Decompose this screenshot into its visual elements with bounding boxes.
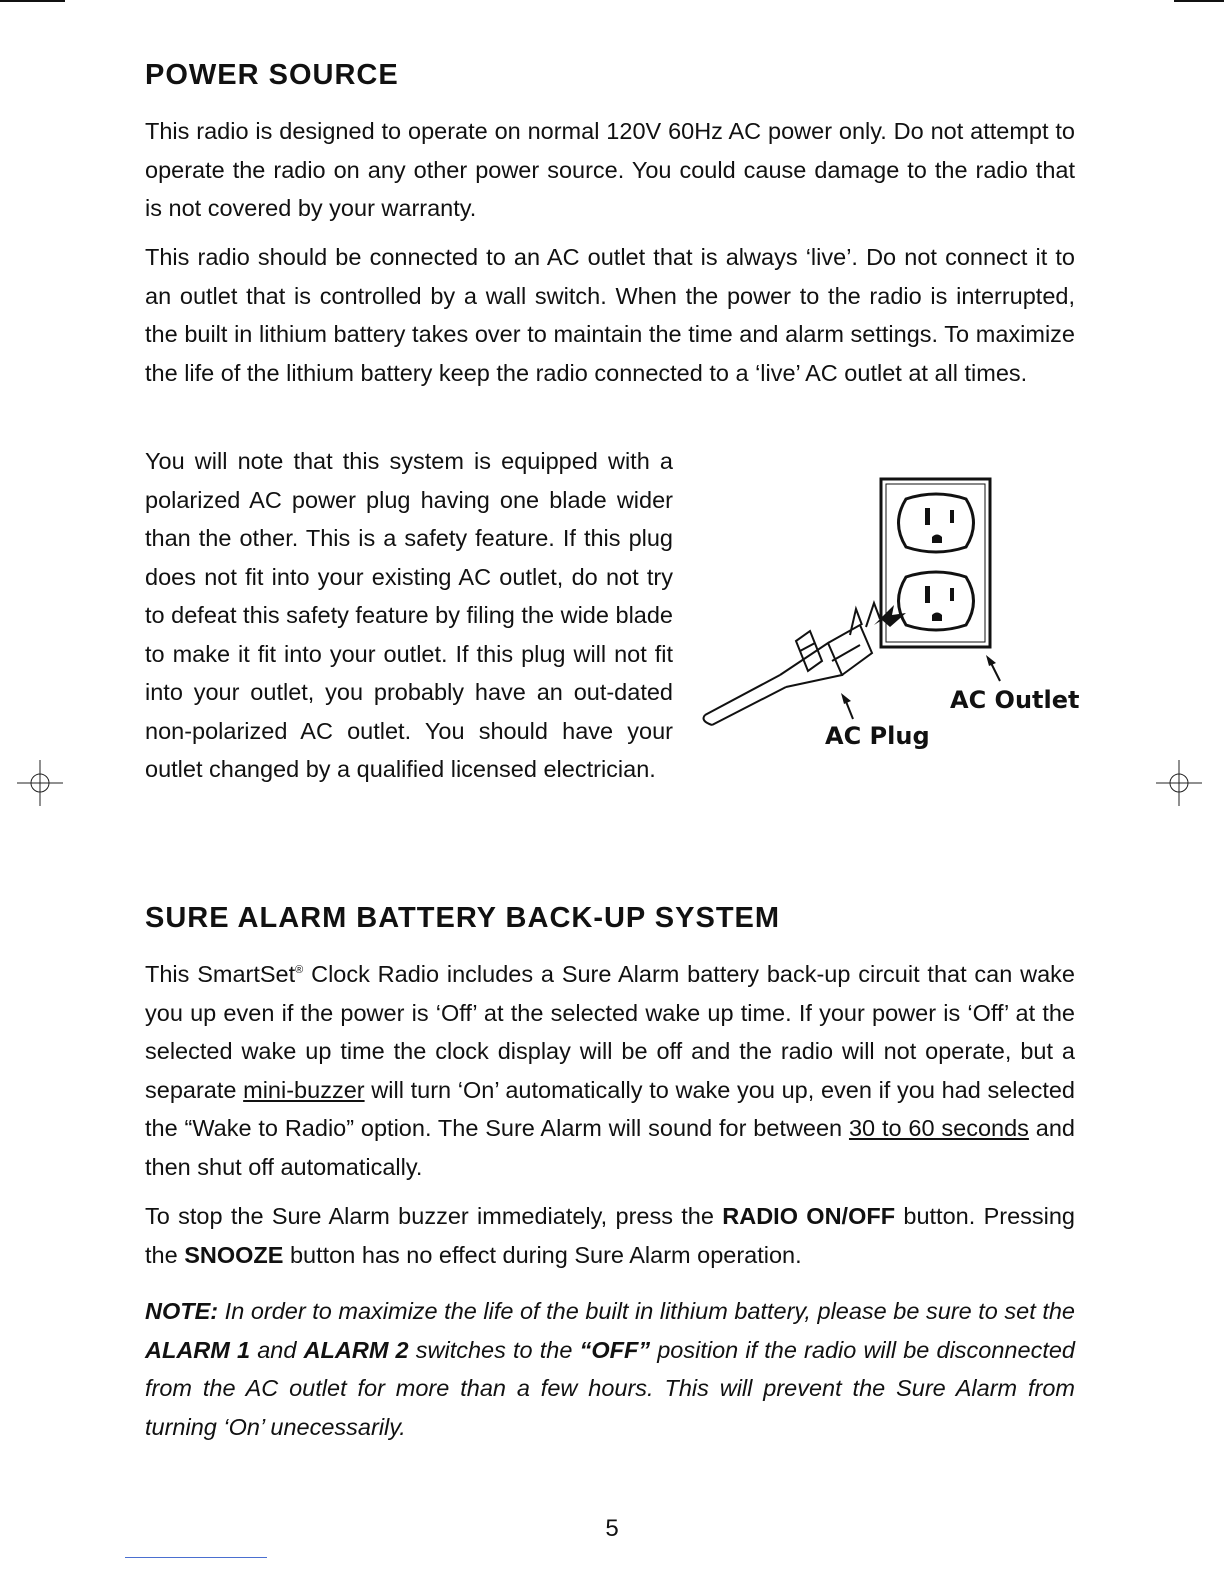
- note-paragraph: NOTE: In order to maximize the life of the built in lithium battery, please be sure to set the ALARM 1 and ALARM 2 switches to the “OFF” position if the radio will be disconnected from the AC outlet for more than a few hours. This will prevent the Sure Alarm from turning ‘On’ unecessarily.: [145, 1298, 1075, 1440]
- section-heading-sure-alarm: SURE ALARM BATTERY BACK-UP SYSTEM: [145, 902, 781, 934]
- note-label: NOTE:: [145, 1298, 219, 1324]
- mini-buzzer-emphasis: mini-buzzer: [243, 1076, 365, 1103]
- radio-on-off-label: RADIO ON/OFF: [722, 1203, 896, 1229]
- registered-mark: ®: [295, 964, 304, 976]
- sure-alarm-paragraph-2: To stop the Sure Alarm buzzer immediately, press the RADIO ON/OFF button. Pressing the SNOOZE button has no effect during Sure Alarm operation.: [145, 1203, 1075, 1268]
- duration-emphasis: 30 to 60 seconds: [848, 1115, 1029, 1141]
- ac-plug-icon: [704, 603, 880, 725]
- section-heading-power-source: POWER SOURCE: [145, 59, 399, 91]
- registration-mark-icon: [17, 760, 63, 806]
- ac-plug-label: AC Plug: [825, 722, 930, 750]
- sure-alarm-paragraph-1: This SmartSet® Clock Radio includes a Sure Alarm battery back-up circuit that can wake you up even if the power is ‘Off’ at the selected wake up time. If your power is ‘Off’ at the selected wake up time the clock display will be off and the radio will not operate, but a separate mini-buzzer will turn ‘On’ automatically to wake you up, even if you had selected the “Wake to Radio” option. The Sure Alarm will sound for between 30 to 60 seconds and then shut off automatically.: [145, 961, 1076, 1180]
- power-paragraph-2: This radio should be connected to an AC outlet that is always ‘live’. Do not connect it to an outlet that is controlled by a wall switch. When the power to the radio is interrupted, the built in lithium battery takes over to maintain the time and alarm settings. To maximize the life of the lithium battery keep the radio connected to a ‘live’ AC outlet at all times.: [145, 244, 1075, 386]
- ac-outlet-label: AC Outlet: [950, 686, 1080, 714]
- footer-rule: [125, 1557, 267, 1558]
- crop-mark-top-left: [0, 0, 65, 2]
- crop-mark-top-right: [1174, 0, 1224, 2]
- registration-mark-icon: [1156, 760, 1202, 806]
- power-paragraph-3: You will note that this system is equipped with a polarized AC power plug having one blade wider than the other. This is a safety feature. If this plug does not fit into your existing AC outlet, do not try to defeat this safety feature by filing the wide blade to make it fit into your outlet. If this plug will not fit into your outlet, you probably have an out-dated non-polarized AC outlet. You should have your outlet changed by a qualified licensed electrician.: [145, 448, 673, 782]
- snooze-label: SNOOZE: [184, 1241, 284, 1268]
- page-number: 5: [605, 1515, 619, 1542]
- power-paragraph-1: This radio is designed to operate on normal 120V 60Hz AC power only. Do not attempt to operate the radio on any other power source. You could cause damage to the radio that is not covered by your warranty.: [145, 118, 1075, 221]
- ac-outlet-icon: [881, 479, 990, 647]
